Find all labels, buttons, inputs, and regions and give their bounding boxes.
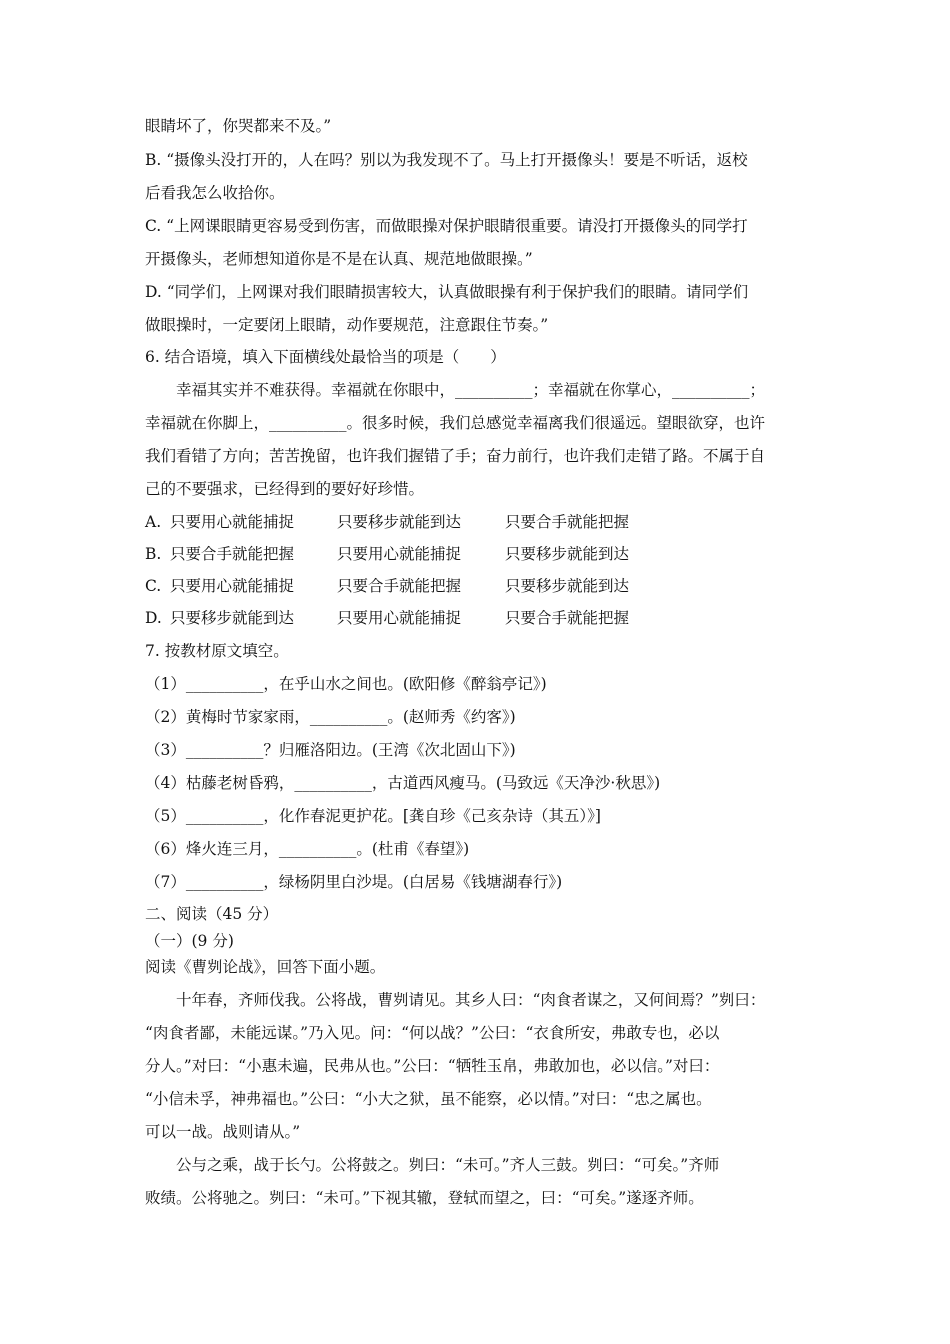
q7-item-2: （2）黄梅时节家家雨，__________。(赵师秀《约客》)	[145, 708, 516, 726]
section-heading: 二、阅读（45 分）	[145, 905, 279, 923]
option-clause-2: 只要用心就能捕捉	[337, 609, 462, 627]
passage-para2-line2: 败绩。公将驰之。刿曰：“未可。”下视其辙，登轼而望之，曰：“可矣。”遂逐齐师。	[145, 1189, 704, 1207]
option-clause-1: 只要移步就能到达	[170, 609, 295, 627]
option-clause-2: 只要合手就能把握	[337, 577, 462, 595]
q5-option-d-line2: 做眼操时，一定要闭上眼睛，动作要规范，注意跟住节奏。”	[145, 316, 549, 334]
passage-para1-line4: “小信未孚，神弗福也。”公曰：“小大之狱，虽不能察，必以情。”对曰：“忠之属也。	[145, 1090, 712, 1108]
option-letter: A.	[145, 513, 162, 531]
passage-para1-line3: 分人。”对曰：“小惠未遍，民弗从也。”公曰：“牺牲玉帛，弗敢加也，必以信。”对曰：	[145, 1057, 720, 1075]
subsection-heading: （一）(9 分)	[145, 932, 234, 950]
option-clause-3: 只要合手就能把握	[505, 609, 630, 627]
q6-passage-line2: 幸福就在你脚上，__________。很多时候，我们总感觉幸福离我们很遥远。望眼欲穿，也许	[145, 414, 766, 432]
option-clause-3: 只要移步就能到达	[505, 545, 630, 563]
passage-para2-line1: 公与之乘，战于长勺。公将鼓之。刿曰：“未可。”齐人三鼓。刿曰：“可矣。”齐师	[176, 1156, 720, 1174]
q7-stem: 7. 按教材原文填空。	[145, 642, 289, 660]
option-clause-1: 只要用心就能捕捉	[170, 577, 295, 595]
passage-para1-line5: 可以一战。战则请从。”	[145, 1123, 301, 1141]
q7-item-3: （3）__________？归雁洛阳边。(王湾《次北固山下》)	[145, 741, 516, 759]
passage-para1-line1: 十年春，齐师伐我。公将战，曹刿请见。其乡人曰：“肉食者谋之，又何间焉？”刿曰：	[176, 991, 766, 1009]
option-letter: D.	[145, 609, 162, 627]
option-clause-2: 只要移步就能到达	[337, 513, 462, 531]
q5-option-a-continuation: 眼睛坏了，你哭都来不及。”	[145, 117, 332, 135]
option-clause-1: 只要用心就能捕捉	[170, 513, 295, 531]
q5-option-b-line2: 后看我怎么收拾你。	[145, 184, 285, 202]
q6-stem: 6. 结合语境，填入下面横线处最恰当的项是（ ）	[145, 348, 506, 366]
q6-passage-line3: 我们看错了方向；苦苦挽留，也许我们握错了手；奋力前行，也许我们走错了路。不属于自	[145, 447, 766, 465]
q7-item-6: （6）烽火连三月，__________。(杜甫《春望》)	[145, 840, 470, 858]
option-clause-3: 只要合手就能把握	[505, 513, 630, 531]
q5-option-c-line2: 开摄像头，老师想知道你是不是在认真、规范地做眼操。”	[145, 250, 533, 268]
q5-option-b-line1: B. “摄像头没打开的，人在吗？别以为我发现不了。马上打开摄像头！要是不听话，返校	[145, 151, 748, 169]
option-clause-3: 只要移步就能到达	[505, 577, 630, 595]
q7-item-5: （5）__________，化作春泥更护花。[龚自珍《己亥杂诗（其五）》]	[145, 807, 601, 825]
q5-option-c-line1: C. “上网课眼睛更容易受到伤害，而做眼操对保护眼睛很重要。请没打开摄像头的同学打	[145, 217, 748, 235]
q5-option-d-line1: D. “同学们，上网课对我们眼睛损害较大，认真做眼操有利于保护我们的眼睛。请同学们	[145, 283, 749, 301]
q6-passage-line1: 幸福其实并不难获得。幸福就在你眼中，__________；幸福就在你掌心，__________；	[176, 381, 766, 399]
option-letter: B.	[145, 545, 162, 563]
q7-item-7: （7）__________，绿杨阴里白沙堤。(白居易《钱塘湖春行》)	[145, 873, 563, 891]
q7-item-1: （1）__________，在乎山水之间也。(欧阳修《醉翁亭记》)	[145, 675, 547, 693]
option-clause-2: 只要用心就能捕捉	[337, 545, 462, 563]
q7-item-4: （4）枯藤老树昏鸦，__________，古道西风瘦马。(马致远《天净沙·秋思》)	[145, 774, 661, 792]
option-clause-1: 只要合手就能把握	[170, 545, 295, 563]
passage-para1-line2: “肉食者鄙，未能远谋。”乃入见。问：“何以战？”公曰：“衣食所安，弗敢专也，必以	[145, 1024, 720, 1042]
option-letter: C.	[145, 577, 162, 595]
q6-passage-line4: 己的不要强求，已经得到的要好好珍惜。	[145, 480, 425, 498]
reading-instruction: 阅读《曹刿论战》，回答下面小题。	[145, 958, 386, 976]
